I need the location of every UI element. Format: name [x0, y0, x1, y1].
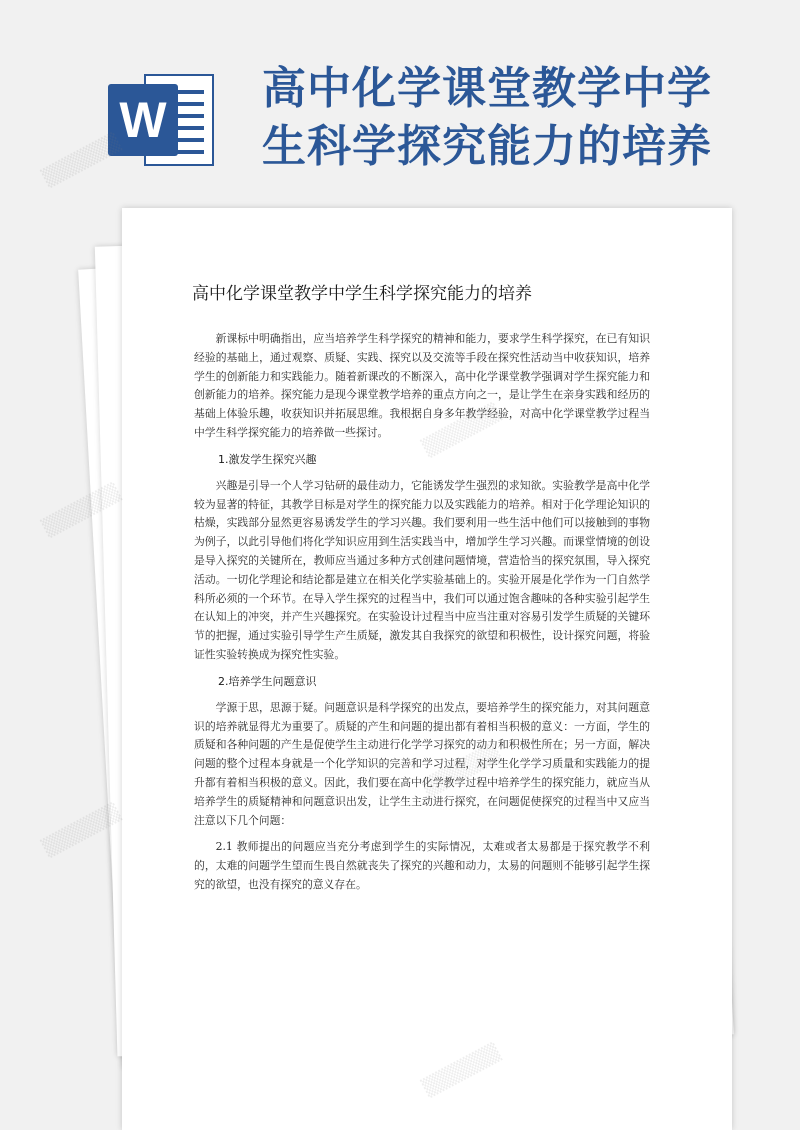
- section-heading-1: 1.激发学生探究兴趣: [218, 452, 317, 466]
- paragraph-subsection-2-1: 2.1 教师提出的问题应当充分考虑到学生的实际情况，太难或者太易都是于探究教学不利的，太难的问题学生望而生畏自然就丧失了探究的兴趣和动力，太易的问题则不能够引起学生探究的欲望，也没有探究的意义存在。: [194, 840, 650, 891]
- watermark-mark: ▒▒▒▒▒▒: [39, 801, 124, 860]
- section-heading-2: 2.培养学生问题意识: [218, 674, 317, 688]
- word-logo-letter: W: [108, 84, 178, 156]
- header-title: 高中化学课堂教学中学生科学探究能力的培养: [262, 63, 712, 172]
- document-title: 高中化学课堂教学中学生科学探究能力的培养: [192, 284, 532, 304]
- word-document-icon: [108, 66, 214, 172]
- document-page: [122, 208, 732, 1130]
- watermark-mark: ▒▒▒▒▒▒: [39, 131, 124, 190]
- paragraph-section-1: 兴趣是引导一个人学习钻研的最佳动力，它能诱发学生强烈的求知欲。实验教学是高中化学较为显著的特征，其教学目标是对学生的探究能力以及实践能力的培养。相对于化学理论知识的枯燥，实践部分显然更容易诱发学生的学习兴趣。我们要利用一些生活中他们可以接触到的事物为例子，以此引导他们将化学知识应用到生活实践当中，增加学生学习兴趣。而课堂情境的创设是导入探究的关键所在，教师应当通过多种方式创建问题情境，营造恰当的探究氛围，导入探究活动。一切化学理论和结论都是建立在相关化学实验基础上的。实验开展是化学作为一门自然学科所必须的一个环节。在导入学生探究的过程当中，我们可以通过饱含趣味的各种实验引起学生在认知上的冲突，并产生兴趣探究。在实验设计过程当中应当注重对容易引发学生质疑的关键环节的把握，通过实验引导学生产生质疑，激发其自我探究的欲望和积极性，设计探究问题，将验证性实验转换成为探究性实验。: [194, 478, 650, 661]
- watermark-mark: ▒▒▒▒▒▒: [39, 481, 124, 540]
- paragraph-intro: 新课标中明确指出，应当培养学生科学探究的精神和能力，要求学生科学探究，在已有知识经验的基础上，通过观察、质疑、实践、探究以及交流等手段在探究性活动当中收获知识，培养学生的创新能力和实践能力。随着新课改的不断深入，高中化学课堂教学强调对学生探究能力和创新能力的培养。探究能力是现今课堂教学培养的重点方向之一，是让学生在亲身实践和经历的基础上体验乐趣，收获知识并拓展思维。我根据自身多年教学经验，对高中化学课堂教学过程当中学生科学探究能力的培养做一些探讨。: [194, 332, 650, 439]
- paragraph-section-2: 学源于思，思源于疑。问题意识是科学探究的出发点，要培养学生的探究能力，对其问题意识的培养就显得尤为重要了。质疑的产生和问题的提出都有着相当积极的意义：一方面，学生的质疑和各种问题的产生是促使学生主动进行化学学习探究的动力和积极性所在；另一方面，解决问题的整个过程本身就是一个化学知识的完善和学习过程，对学生化学学习质量和实践能力的提升都有着相当积极的意义。因此，我们要在高中化学教学过程中培养学生的探究能力，就应当从培养学生的质疑精神和问题意识出发，让学生主动进行探究，在问题促使探究的过程当中又应当注意以下几个问题：: [194, 700, 650, 827]
- document-body: [194, 330, 650, 895]
